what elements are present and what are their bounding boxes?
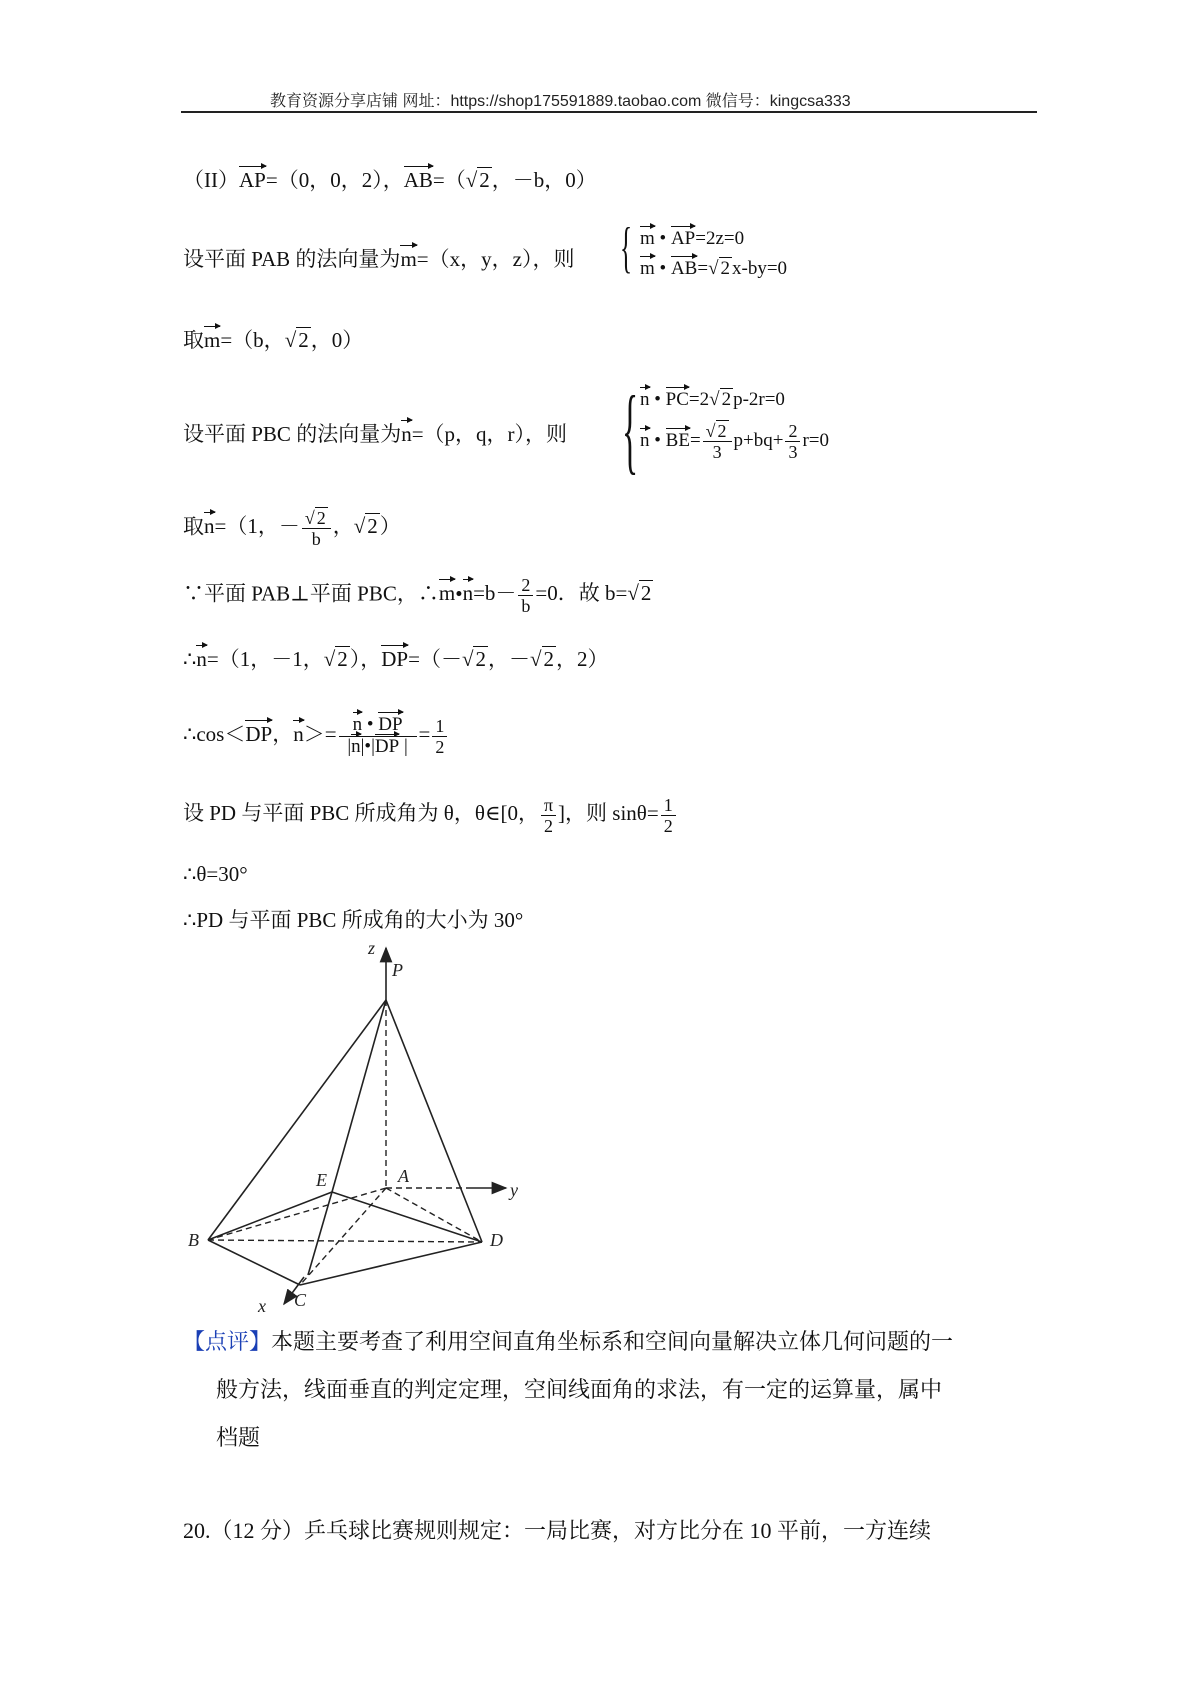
edge-bc: [208, 1240, 300, 1285]
line-take-m: 取m=（b，√2，0）: [183, 328, 364, 352]
label-b: B: [188, 1230, 199, 1250]
system-2-eq-a: n • PC=2√ 2 p-2r=0: [640, 389, 785, 410]
system-2: [640, 385, 829, 462]
system-1: [640, 224, 787, 284]
edge-pe: [332, 1000, 386, 1192]
label-y: y: [510, 1180, 518, 1200]
cos-fraction: $\frac{n • DP}{|n|•|DP |}$: [339, 715, 417, 758]
label-z: z: [368, 940, 376, 958]
pyramid-figure: [180, 940, 540, 1320]
page-header: [270, 88, 851, 111]
vector-ab: AB: [403, 168, 433, 192]
label-d: D: [490, 1230, 503, 1250]
vector-n: n: [204, 514, 215, 539]
edge-bd: [208, 1240, 482, 1242]
edge-cd: [300, 1242, 482, 1285]
vector-m: m: [400, 247, 417, 271]
system-1-eq-b: m • AB=√ 2 x-by=0: [640, 258, 788, 279]
line-cos: ∴cos＜DP，n＞= $\frac{n • DP}{|n|•|DP |}$ = $\frac{1}{2}$: [183, 715, 449, 758]
system-1-eq-a: m • AP=2z=0: [640, 228, 745, 249]
line-perpendicular: ∵平面 PAB⊥平面 PBC，∴m•n=b－ $\frac{2}{b}$ =0．故 b=√2: [183, 575, 652, 616]
comment-block: [183, 1328, 953, 1356]
label-e: E: [316, 1170, 327, 1190]
line-pab-normal: 设平面 PAB 的法向量为m=（x，y，z），则: [183, 247, 575, 271]
label-x: x: [258, 1296, 266, 1316]
line-ii-label: （II）: [183, 168, 239, 192]
label-a: A: [398, 1166, 409, 1186]
edge-pd: [386, 1000, 482, 1242]
edge-ac: [300, 1188, 386, 1285]
comment-line-1: 本题主要考查了利用空间直角坐标系和空间向量解决立体几何问题的一: [271, 1329, 954, 1354]
label-p: P: [392, 960, 403, 980]
comment-tag: 【点评】: [183, 1329, 272, 1354]
comment-line-2: 般方法，线面垂直的判定定理，空间线面角的求法，有一定的运算量，属中: [216, 1377, 943, 1402]
vector-m: m: [204, 328, 221, 352]
system-brace-2: {: [622, 376, 639, 483]
header-text: 教育资源分享店铺 网址：https://shop175591889.taobao.com 微信号：kingcsa333: [270, 93, 851, 110]
edge-ec: [308, 1192, 332, 1275]
edge-ab: [208, 1188, 386, 1240]
system-brace-1: {: [620, 217, 633, 279]
line-theta-30: ∴θ=30°: [183, 862, 248, 886]
edge-pb: [208, 1000, 386, 1240]
line-take-n: 取n=（1，－ $\frac{√ 2}{b}$ ，√2）: [183, 508, 401, 549]
vector-n: n: [401, 422, 412, 446]
line-pbc-normal: 设平面 PBC 的法向量为n=（p，q，r），则: [183, 422, 568, 446]
comment-line-3: 档题: [216, 1425, 261, 1450]
line-ap-ab: （II）AP=（0，0，2），AB=（√2，－b，0）: [183, 168, 597, 192]
vector-ap: AP: [239, 168, 266, 192]
line-conclusion: ∴PD 与平面 PBC 所成角的大小为 30°: [183, 908, 524, 932]
problem-20: 20.（12 分）乒乓球比赛规则规定：一局比赛，对方比分在 10 平前，一方连续: [183, 1518, 932, 1543]
line-angle: 设 PD 与平面 PBC 所成角为 θ，θ∈[0， $\frac{\pi}{2}$ ]，则 sinθ= $\frac{1}{2}$: [183, 795, 678, 836]
label-c: C: [294, 1290, 307, 1310]
header-rule: [181, 111, 1037, 113]
system-2-eq-b: n • BE= $\frac{√ 2}{3}$ p+bq+ $\frac{2}{3}$ r=0: [640, 421, 830, 462]
line-n-dp: ∴n=（1，－1，√2），DP=（－√2，－√2，2）: [183, 647, 609, 671]
